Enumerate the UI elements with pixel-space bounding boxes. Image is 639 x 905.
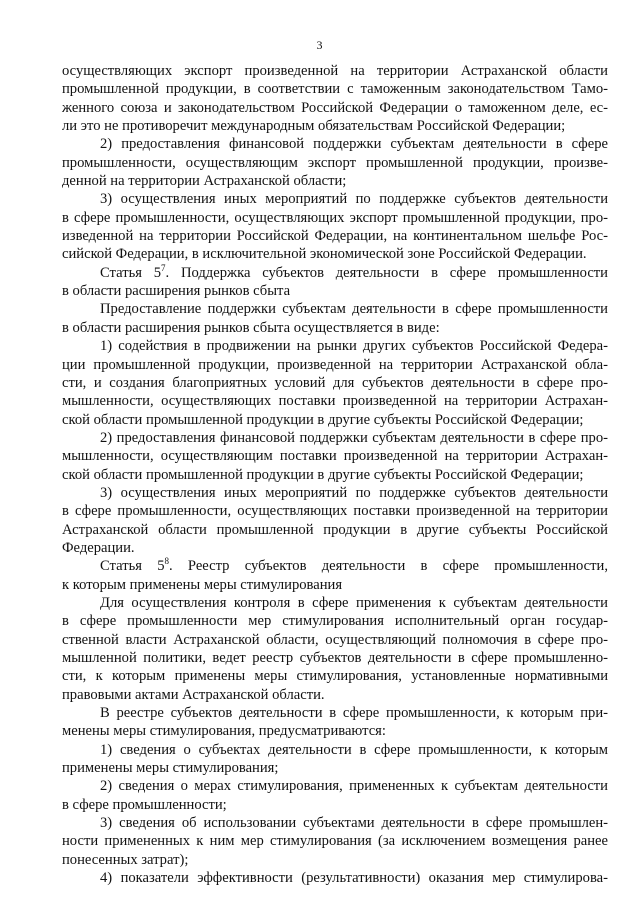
- text-line: денной на территории Астраханской области;: [62, 173, 347, 190]
- text-line: применены меры стимулирования;: [62, 760, 279, 777]
- text-line: понесенных затрат);: [62, 851, 189, 868]
- text-line: мышленности, осуществляющих поставки произведенной на территории Астрахан-: [62, 393, 608, 410]
- text-line: 1) содействия в продвижении на рынки других субъектов Российской Федера-: [100, 338, 608, 355]
- text-line: ской области промышленной продукции в другие субъекты Российской Федерации;: [62, 466, 584, 483]
- article-superscript: 7: [161, 262, 166, 273]
- text-line: ской области промышленной продукции в другие субъекты Российской Федерации;: [62, 411, 584, 428]
- text-line: ции промышленной продукции, произведенной на территории Астраханской обла-: [62, 356, 608, 373]
- text-line: В реестре субъектов деятельности в сфере промышленности, к которым при-: [100, 705, 608, 722]
- text-line: [62, 557, 608, 575]
- text-line: в сфере промышленности;: [62, 796, 227, 813]
- text-line: мышленной политики, ведет реестр субъектов деятельности в сфере промышленно-: [62, 650, 608, 666]
- article-heading-prefix: Статья 5: [100, 264, 162, 281]
- document-body: [62, 62, 608, 887]
- text-line: Для осуществления контроля в сфере применения к субъектам деятельности: [100, 594, 608, 611]
- article-heading-title: . Реестр субъектов деятельности в сфере промышленности,: [169, 558, 609, 575]
- text-line: 4) показатели эффективности (результативности) оказания мер стимулирова-: [100, 870, 608, 887]
- text-line: сийской Федерации, в исключительной экономической зоне Российской Федерации.: [62, 246, 587, 263]
- text-line: женного союза и законодательством Российской Федерации о таможенном деле, ес-: [62, 99, 608, 116]
- text-line: к которым применены меры стимулирования: [62, 576, 343, 593]
- page-number: 3: [316, 38, 323, 52]
- text-line: осуществляющих экспорт произведенной на территории Астраханской области: [62, 63, 608, 79]
- text-line: Предоставление поддержки субъектам деятельности в сфере промышленности: [100, 301, 608, 318]
- text-line: 3) сведения об использовании субъектами деятельности в сфере промышлен-: [100, 815, 608, 832]
- article-heading-title: . Поддержка субъектов деятельности в сфере промышленности: [165, 264, 608, 281]
- text-line: ли это не противоречит международным обязательствам Российской Федерации;: [62, 118, 566, 135]
- text-line: промышленности, осуществляющим экспорт промышленной продукции, произве-: [62, 154, 608, 171]
- text-line: изведенной на территории Российской Федерации, на континентальном шельфе Рос-: [62, 228, 608, 245]
- text-line: 2) сведения о мерах стимулирования, примененных к субъектам деятельности: [100, 778, 608, 795]
- text-line: 3) осуществления иных мероприятий по поддержке субъектов деятельности: [100, 484, 608, 501]
- text-line: 3) осуществления иных мероприятий по поддержке субъектов деятельности: [100, 191, 608, 208]
- text-line: сти, к которым применены меры стимулирования, установленные нормативными: [62, 668, 608, 685]
- text-line: ности примененных к ним мер стимулирования (за исключением возмещения ранее: [62, 833, 608, 850]
- text-line: в сфере промышленности, осуществляющих поставки произведенной на территории: [62, 503, 608, 520]
- text-line: [62, 264, 608, 282]
- text-line: в сфере промышленности мер стимулирования исполнительный орган государ-: [62, 613, 608, 630]
- text-line: менены меры стимулирования, предусматриваются:: [62, 723, 386, 740]
- text-line: в сфере промышленности, осуществляющих экспорт промышленной продукции, про-: [62, 209, 608, 226]
- text-line: в области расширения рынков сбыта: [62, 283, 291, 300]
- article-superscript: 8: [164, 556, 169, 567]
- text-line: 1) сведения о субъектах деятельности в сфере промышленности, к которым: [100, 741, 608, 758]
- text-line: 2) предоставления финансовой поддержки субъектам деятельности в сфере: [100, 136, 608, 153]
- text-line: Федерации.: [62, 539, 135, 556]
- text-line: Астраханской области промышленной продукции в другие субъекты Российской: [62, 521, 608, 538]
- article-heading-prefix: Статья 5: [100, 558, 165, 575]
- text-line: 2) предоставления финансовой поддержки субъектам деятельности в сфере про-: [100, 429, 608, 446]
- text-line: мышленности, осуществляющим поставки произведенной на территории Астрахан-: [62, 448, 608, 465]
- text-line: промышленной продукции, в соответствии с таможенным законодательством Тамо-: [62, 81, 608, 98]
- text-line: правовыми актами Астраханской области.: [62, 686, 325, 703]
- text-line: ственной власти Астраханской области, осуществляющий полномочия в сфере про-: [62, 631, 608, 648]
- text-line: сти, и создания благоприятных условий для субъектов деятельности в сфере про-: [62, 374, 608, 391]
- text-line: в области расширения рынков сбыта осуществляется в виде:: [62, 319, 440, 336]
